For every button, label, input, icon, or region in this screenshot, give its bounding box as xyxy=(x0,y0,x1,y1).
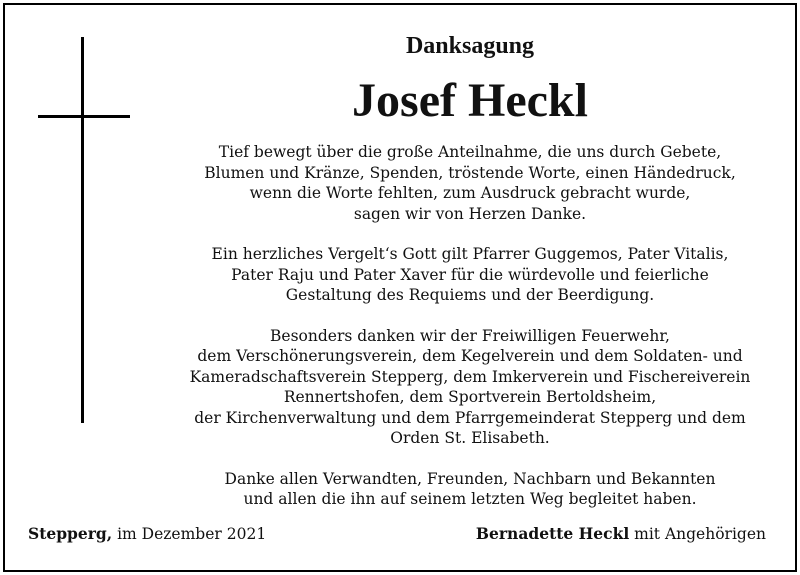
text-line: Rennertshofen, dem Sportverein Bertoldsheim, xyxy=(283,388,657,406)
date: im Dezember 2021 xyxy=(112,525,267,543)
text-line: und allen die ihn auf seinem letzten Weg begleitet haben. xyxy=(243,490,697,508)
cross-icon-bar xyxy=(38,115,130,118)
text-line: Gestaltung des Requiems und der Beerdigung. xyxy=(285,286,655,304)
text-line: Ein herzliches Vergelt‘s Gott gilt Pfarrer Guggemos, Pater Vitalis, xyxy=(211,245,729,263)
text-line: Blumen und Kränze, Spenden, tröstende Worte, einen Händedruck, xyxy=(204,163,736,182)
thanks-paragraph xyxy=(150,142,790,224)
place: Stepperg, xyxy=(28,524,113,543)
cross-icon xyxy=(81,37,84,423)
signer-suffix: mit Angehörigen xyxy=(629,525,766,543)
text-line: Pater Raju und Pater Xaver für die würdevolle und feierliche xyxy=(231,265,709,284)
text-line: Besonders danken wir der Freiwilligen Feuerwehr, xyxy=(270,326,670,345)
text-line: Danke allen Verwandten, Freunden, Nachbarn und Bekannten xyxy=(224,469,716,488)
clergy-paragraph xyxy=(150,244,790,306)
page-title: Danksagung xyxy=(405,33,535,59)
text-line: wenn die Worte fehlten, zum Ausdruck gebracht wurde, xyxy=(249,184,691,202)
text-line: der Kirchenverwaltung und dem Pfarrgemeinderat Stepperg und dem xyxy=(194,408,746,427)
text-line: sagen wir von Herzen Danke. xyxy=(353,204,587,223)
family-paragraph xyxy=(150,469,790,510)
signature xyxy=(476,524,766,544)
associations-paragraph xyxy=(150,326,790,449)
place-date xyxy=(28,524,266,544)
text-line: Tief bewegt über die große Anteilnahme, die uns durch Gebete, xyxy=(218,143,722,161)
message-body xyxy=(150,142,790,510)
text-line: Kameradschaftsverein Stepperg, dem Imkerverein und Fischereiverein xyxy=(189,367,751,386)
signer-name: Bernadette Heckl xyxy=(475,524,630,543)
deceased-name: Josef Heckl xyxy=(352,74,588,127)
text-line: Orden St. Elisabeth. xyxy=(390,429,550,447)
text-line: dem Verschönerungsverein, dem Kegelverein und dem Soldaten- und xyxy=(197,347,743,365)
